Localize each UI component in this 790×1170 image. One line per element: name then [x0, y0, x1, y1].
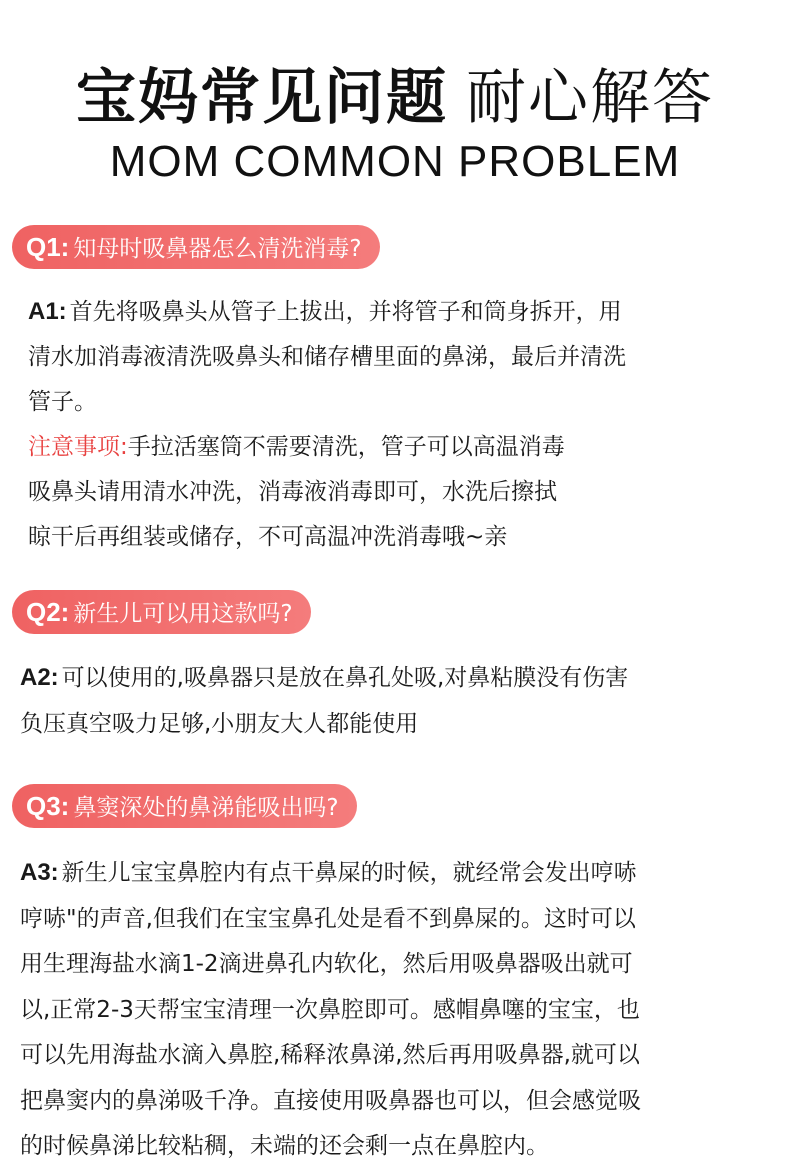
page-subtitle: MOM COMMON PROBLEM [109, 137, 681, 186]
question-pill-3 [12, 784, 357, 828]
answer-line [28, 289, 778, 335]
question-number: Q2: [26, 597, 70, 627]
answer-number: A1: [28, 298, 67, 325]
page-title-light: 耐心解答 [466, 63, 714, 133]
question-pill-1 [12, 225, 380, 269]
answer-line [20, 850, 770, 897]
answer-line: 负压真空吸力足够,小朋友大人都能使用 [20, 711, 419, 737]
answer-text: 首先将吸鼻头从管子上拔出，并将管子和筒身拆开，用 [69, 299, 622, 325]
note-line: 吸鼻头请用清水冲洗，消毒液消毒即可，水洗后擦拭 [28, 479, 557, 505]
answer-text: 新生儿宝宝鼻腔内有点干鼻屎的时候，就经常会发出哼哧 [61, 860, 637, 886]
answer-number: A3: [20, 859, 59, 886]
answer-line [20, 655, 770, 701]
answer-block-2 [20, 655, 770, 747]
answer-line: 管子。 [28, 389, 97, 415]
note-line: 晾干后再组装或储存，不可高温冲洗消毒哦~亲 [28, 524, 508, 550]
answer-line: 以,正常2-3天帮宝宝清理一次鼻腔即可。感帽鼻噻的宝宝，也 [20, 996, 640, 1023]
question-number: Q3: [26, 791, 70, 821]
note-line [28, 425, 778, 470]
page-title [0, 62, 790, 134]
question-number: Q1: [26, 232, 70, 262]
note-text: 手拉活塞筒不需要清洗，管子可以高温消毒 [127, 434, 565, 460]
question-text: 知母时吸鼻器怎么清洗消毒? [73, 236, 362, 262]
page-title-bold: 宝妈常见问题 [76, 63, 448, 133]
answer-line: 哼哧"的声音,但我们在宝宝鼻孔处是看不到鼻屎的。这时可以 [20, 905, 636, 932]
question-text: 鼻窦深处的鼻涕能吸出吗? [73, 795, 339, 821]
question-pill-2 [12, 590, 311, 634]
answer-text: 可以使用的,吸鼻器只是放在鼻孔处吸,对鼻粘膜没有伤害 [61, 665, 629, 691]
note-label: 注意事项: [28, 434, 128, 460]
answer-line: 的时候鼻涕比较粘稠，未端的还会剩一点在鼻腔内。 [20, 1133, 549, 1159]
answer-number: A2: [20, 664, 59, 691]
answer-line: 可以先用海盐水滴入鼻腔,稀释浓鼻涕,然后再用吸鼻器,就可以 [20, 1042, 640, 1068]
answer-block-3 [20, 850, 770, 1170]
answer-line: 把鼻窦内的鼻涕吸千净。直接使用吸鼻器也可以，但会感觉吸 [20, 1087, 641, 1114]
answer-block-1 [28, 289, 778, 560]
answer-line: 清水加消毒液清洗吸鼻头和储存槽里面的鼻涕，最后并清洗 [28, 344, 626, 370]
answer-line: 用生理海盐水滴1-2滴进鼻孔内软化，然后用吸鼻器吸出就可 [20, 951, 633, 977]
question-text: 新生儿可以用这款吗? [73, 601, 293, 627]
